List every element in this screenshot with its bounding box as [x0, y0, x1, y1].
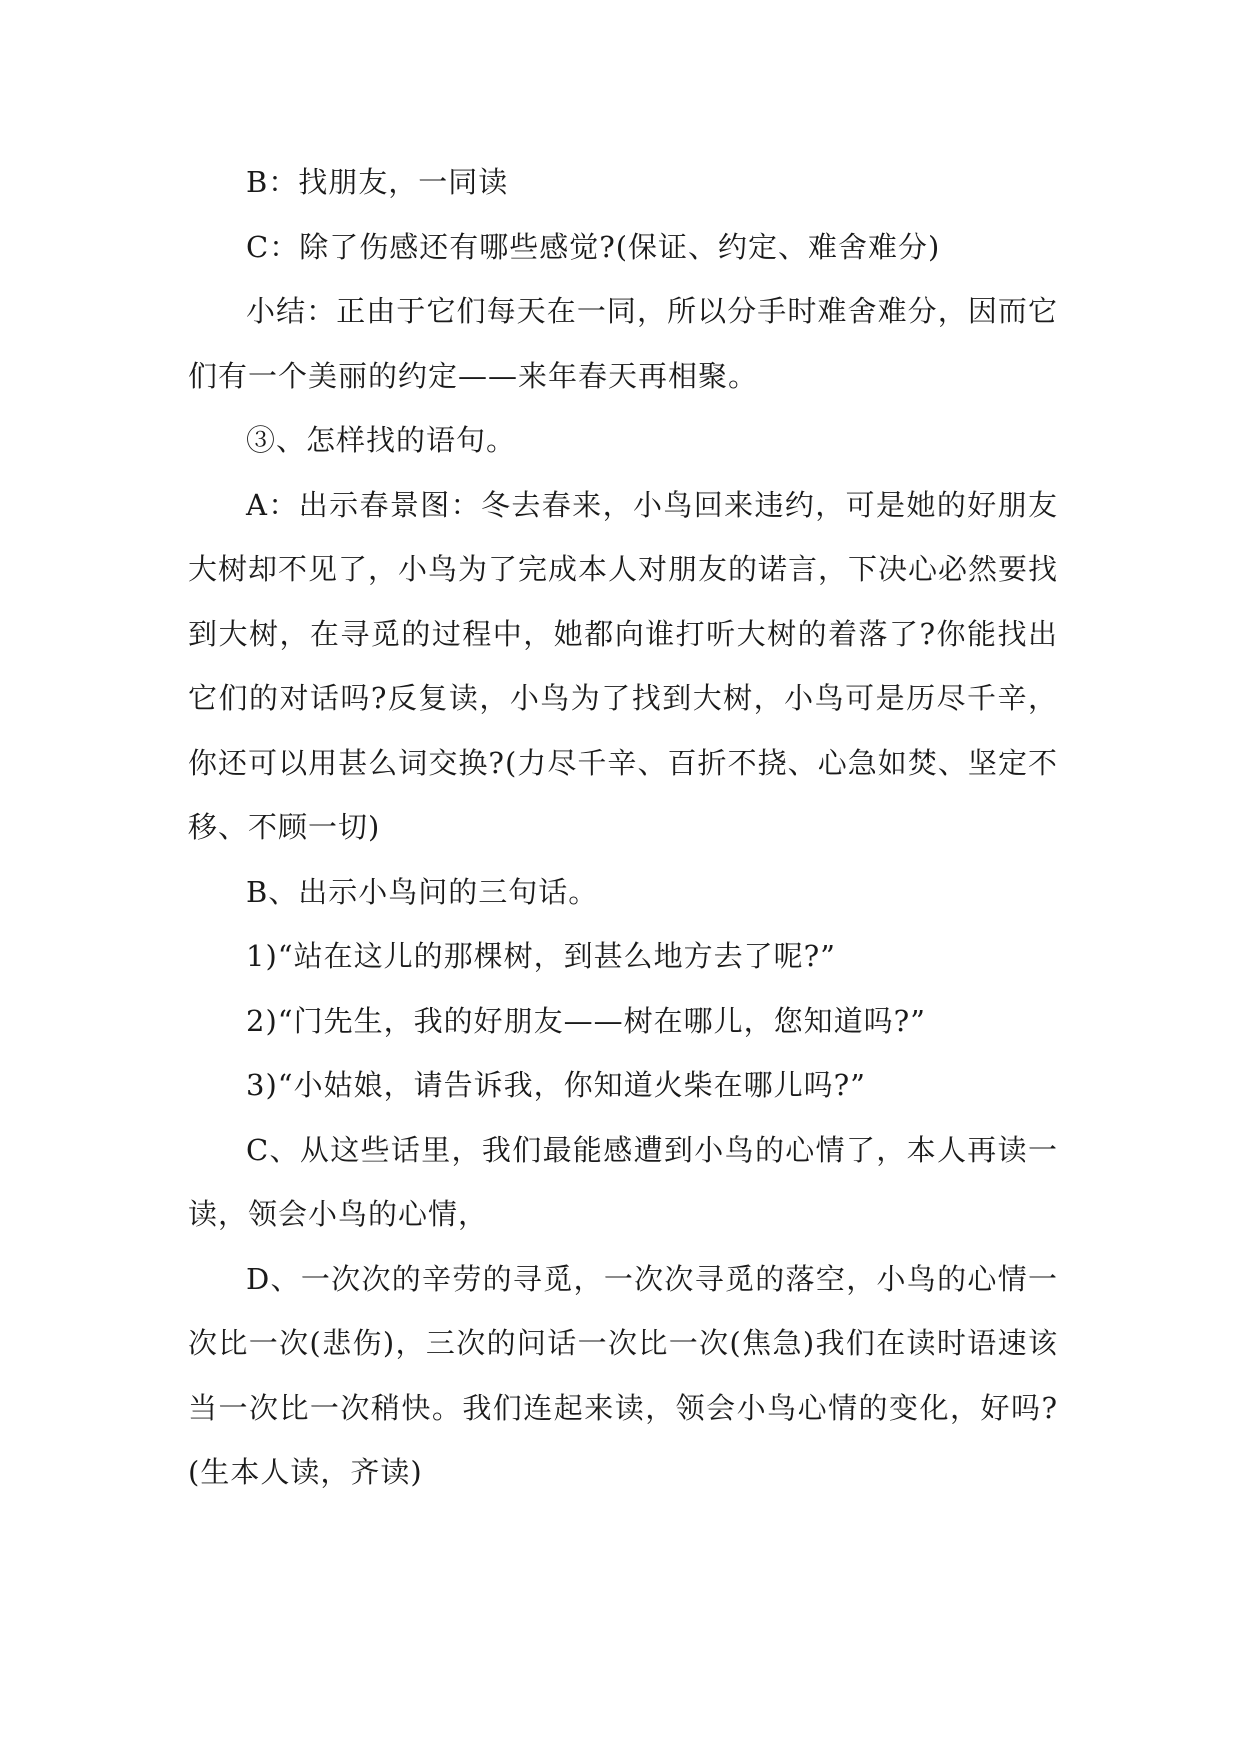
paragraph-b-find-friends: B：找朋友，一同读: [246, 165, 509, 199]
paragraph-c-other-feelings: C：除了伤感还有哪些感觉?(保证、约定、难舍难分): [246, 229, 941, 264]
paragraph-section-3-heading: ③、怎样找的语句。: [246, 423, 517, 457]
paragraph-a-spring-scene: A：出示春景图：冬去春来，小鸟回来违约，可是她的好朋友大树却不见了，小鸟为了完成本人对朋友的诺言，下决心必然要找到大树，在寻觅的过程中，她都向谁打听大树的着落了?你能找出它们的对话吗?反复读，小鸟为了找到大树，小鸟可是历尽千辛，你还可以用甚么词交换?(力尽千辛、百折不挠、心急如焚、坚定不移、不顾一切): [188, 487, 1059, 844]
paragraph-summary: 小结：正由于它们每天在一同，所以分手时难舍难分，因而它们有一个美丽的约定——来年春天再相聚。: [188, 294, 1058, 393]
paragraph-c-bird-mood: C、从这些话里，我们最能感遭到小鸟的心情了，本人再读一读，领会小鸟的心情，: [188, 1132, 1058, 1231]
document-body: [188, 150, 1058, 1505]
paragraph-b-three-questions: B、出示小鸟问的三句话。: [246, 874, 599, 909]
paragraph-question-3: 3)“小姑娘，请告诉我，你知道火柴在哪儿吗?”: [246, 1068, 866, 1102]
paragraph-question-1: 1)“站在这儿的那棵树，到甚么地方去了呢?”: [246, 939, 836, 973]
paragraph-d-mood-change: D、一次次的辛劳的寻觅，一次次寻觅的落空，小鸟的心情一次比一次(悲伤)，三次的问话一次比一次(焦急)我们在读时语速该当一次比一次稍快。我们连起来读，领会小鸟心情的变化，好吗?(生本人读，齐读): [188, 1261, 1058, 1489]
paragraph-question-2: 2)“门先生，我的好朋友——树在哪儿，您知道吗?”: [246, 1003, 926, 1038]
